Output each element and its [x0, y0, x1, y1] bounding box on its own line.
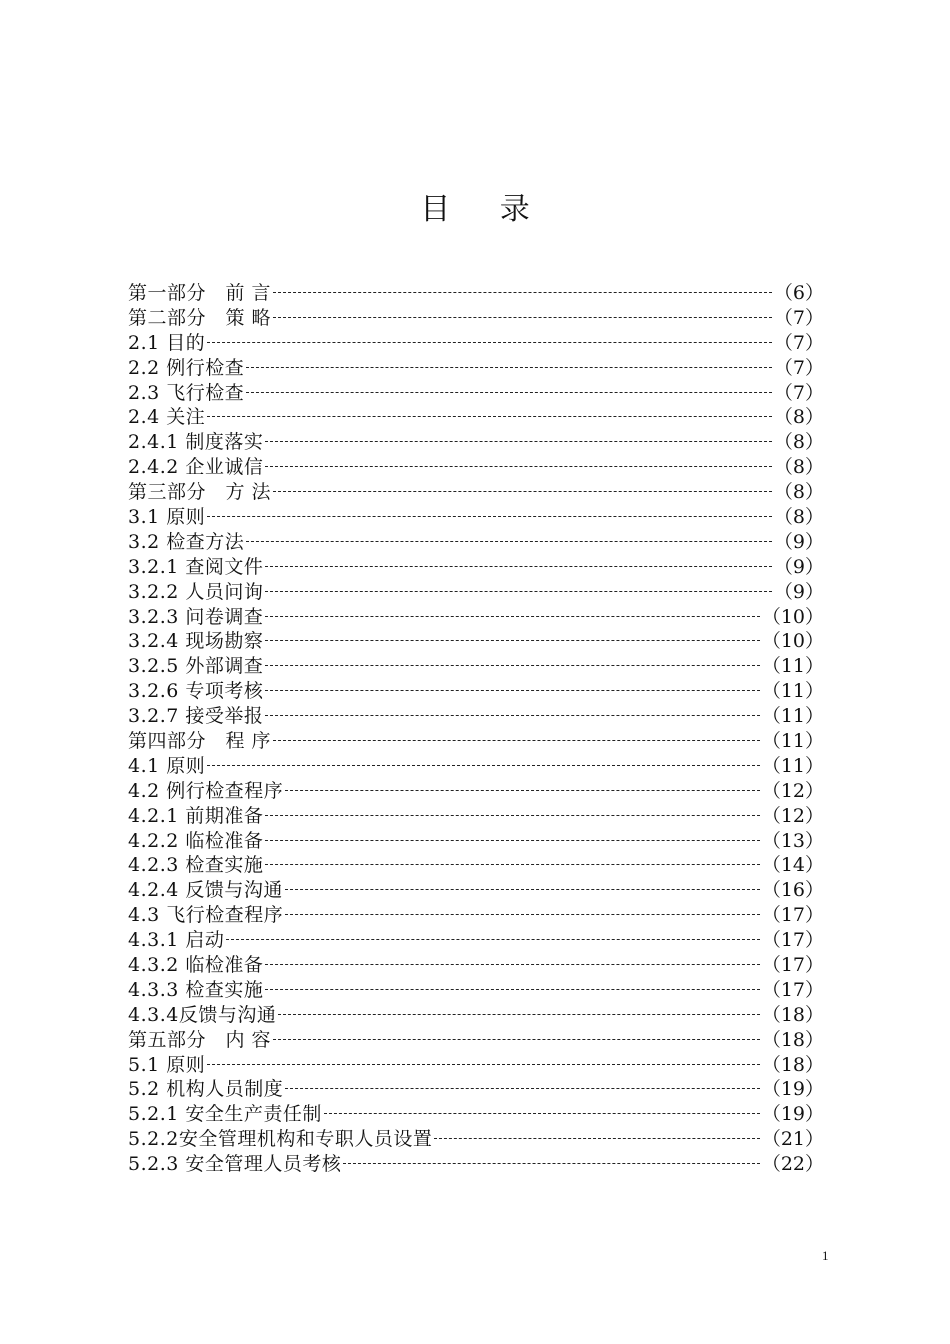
toc-leader — [273, 491, 772, 492]
toc-entry-label: 3.2.3 问卷调查 — [128, 605, 264, 628]
toc-entry-page: （10） — [761, 605, 824, 628]
toc-leader — [265, 665, 759, 666]
toc-leader — [273, 1039, 760, 1040]
toc-leader — [265, 840, 759, 841]
toc-leader — [278, 1014, 759, 1015]
toc-leader — [207, 342, 772, 343]
toc-entry-page: （11） — [761, 655, 824, 678]
toc-entry-label: 第三部分 方 法 — [128, 481, 272, 504]
toc-entry-label: 5.2.1 安全生产责任制 — [128, 1103, 322, 1126]
toc-leader — [265, 964, 759, 965]
toc-leader — [285, 889, 760, 890]
toc-entry-label: 第二部分 策 略 — [128, 306, 272, 329]
toc-leader — [207, 765, 760, 766]
table-of-contents — [128, 279, 824, 1175]
toc-entry[interactable] — [128, 777, 824, 802]
toc-entry[interactable] — [128, 752, 824, 777]
toc-entry[interactable] — [128, 1150, 824, 1175]
toc-leader — [273, 317, 772, 318]
toc-entry[interactable] — [128, 1076, 824, 1101]
toc-entry[interactable] — [128, 1001, 824, 1026]
toc-entry[interactable] — [128, 329, 824, 354]
toc-entry-label: 第四部分 程 序 — [128, 729, 272, 752]
toc-entry-page: （18） — [761, 1003, 824, 1026]
toc-entry-label: 2.3 飞行检查 — [128, 381, 245, 404]
toc-leader — [207, 1064, 760, 1065]
toc-entry-label: 4.2.1 前期准备 — [128, 804, 264, 827]
toc-leader — [226, 939, 759, 940]
toc-leader — [246, 541, 772, 542]
toc-entry-label: 4.3.1 启动 — [128, 929, 225, 952]
page-title: 目 录 — [420, 192, 550, 227]
toc-entry-page: （17） — [761, 904, 824, 927]
toc-entry-label: 4.3.4反馈与沟通 — [128, 1003, 277, 1026]
toc-entry-label: 4.2 例行检查程序 — [128, 779, 284, 802]
toc-entry[interactable] — [128, 627, 824, 652]
toc-entry-label: 3.2.6 专项考核 — [128, 680, 264, 703]
toc-entry-page: （17） — [761, 978, 824, 1001]
toc-entry-page: （14） — [761, 854, 824, 877]
toc-entry-label: 5.2 机构人员制度 — [128, 1078, 284, 1101]
toc-leader — [324, 1113, 760, 1114]
toc-entry-page: （8） — [773, 456, 824, 479]
toc-leader — [265, 566, 772, 567]
toc-entry[interactable] — [128, 901, 824, 926]
toc-leader — [265, 690, 759, 691]
toc-leader — [246, 367, 772, 368]
toc-entry-label: 3.2.1 查阅文件 — [128, 555, 264, 578]
toc-entry-label: 4.1 原则 — [128, 754, 206, 777]
toc-entry-label: 4.3.3 检查实施 — [128, 978, 264, 1001]
toc-entry-page: （11） — [761, 729, 824, 752]
toc-entry[interactable] — [128, 876, 824, 901]
toc-leader — [285, 914, 760, 915]
toc-entry-page: （7） — [773, 306, 824, 329]
toc-entry-page: （10） — [761, 630, 824, 653]
toc-entry[interactable] — [128, 478, 824, 503]
toc-entry-label: 5.2.3 安全管理人员考核 — [128, 1153, 342, 1176]
toc-entry-label: 2.4.1 制度落实 — [128, 431, 264, 454]
toc-entry[interactable] — [128, 603, 824, 628]
toc-entry[interactable] — [128, 802, 824, 827]
toc-entry-label: 4.3.2 临检准备 — [128, 954, 264, 976]
toc-leader — [434, 1138, 759, 1139]
toc-entry-label: 2.4.2 企业诚信 — [128, 456, 264, 479]
toc-leader — [207, 416, 772, 417]
toc-entry-label: 5.1 原则 — [128, 1053, 206, 1076]
toc-entry-page: （17） — [761, 929, 824, 952]
toc-entry[interactable] — [128, 677, 824, 702]
toc-entry-page: （18） — [761, 1028, 824, 1051]
toc-entry-page: （18） — [761, 1053, 824, 1076]
toc-leader — [265, 815, 759, 816]
toc-entry[interactable] — [128, 827, 824, 852]
toc-entry[interactable] — [128, 354, 824, 379]
toc-entry-label: 3.2.5 外部调查 — [128, 655, 264, 678]
toc-entry[interactable] — [128, 553, 824, 578]
toc-entry-label: 3.2.4 现场勘察 — [128, 630, 264, 653]
toc-entry-page: （11） — [761, 680, 824, 703]
toc-entry-page: （22） — [761, 1153, 824, 1176]
toc-entry-label: 2.1 目的 — [128, 331, 206, 354]
toc-entry[interactable] — [128, 428, 824, 453]
toc-leader — [265, 616, 759, 617]
toc-entry-label: 5.2.2安全管理机构和专职人员设置 — [128, 1128, 433, 1151]
toc-leader — [265, 715, 759, 716]
toc-leader — [273, 292, 772, 293]
toc-entry-page: （7） — [773, 381, 824, 404]
toc-entry-page: （19） — [761, 1103, 824, 1126]
toc-entry-page: （11） — [761, 754, 824, 777]
toc-entry-page: （9） — [773, 580, 824, 603]
toc-entry[interactable] — [128, 976, 824, 1001]
toc-entry-page: （9） — [773, 555, 824, 578]
toc-entry-label: 第五部分 内 容 — [128, 1028, 272, 1051]
toc-entry-label: 4.2.4 反馈与沟通 — [128, 879, 283, 902]
toc-entry-page: （7） — [773, 356, 824, 379]
toc-leader — [285, 790, 760, 791]
toc-entry-label: 4.2.2 临检准备 — [128, 829, 264, 852]
toc-entry[interactable] — [128, 1026, 824, 1051]
toc-entry[interactable] — [128, 403, 824, 428]
toc-entry[interactable] — [128, 851, 824, 876]
toc-entry[interactable] — [128, 578, 824, 603]
toc-leader — [265, 591, 772, 592]
toc-entry[interactable] — [128, 503, 824, 528]
toc-leader — [265, 441, 772, 442]
toc-leader — [265, 864, 759, 865]
toc-entry-page: （8） — [773, 481, 824, 504]
toc-entry-label: 3.2 检查方法 — [128, 530, 245, 553]
toc-leader — [246, 392, 772, 393]
toc-entry[interactable] — [128, 652, 824, 677]
toc-entry-page: （6） — [773, 281, 824, 304]
toc-entry-page: （8） — [773, 431, 824, 454]
toc-entry-page: （12） — [761, 804, 824, 827]
page-number: 1 — [822, 1248, 829, 1263]
toc-entry[interactable] — [128, 727, 824, 752]
toc-entry-page: （9） — [773, 530, 824, 553]
toc-entry[interactable] — [128, 702, 824, 727]
toc-entry-label: 第一部分 前 言 — [128, 281, 272, 304]
toc-entry[interactable] — [128, 926, 824, 951]
toc-entry-label: 4.2.3 检查实施 — [128, 854, 264, 877]
toc-entry[interactable] — [128, 1100, 824, 1125]
toc-entry[interactable] — [128, 453, 824, 478]
toc-entry-label: 3.2.2 人员问询 — [128, 580, 264, 603]
toc-entry[interactable] — [128, 379, 824, 404]
toc-entry[interactable] — [128, 1125, 824, 1150]
toc-entry-page: （8） — [773, 406, 824, 429]
toc-leader — [285, 1088, 760, 1089]
toc-entry-page: （17） — [761, 954, 824, 976]
toc-entry-page: （12） — [761, 779, 824, 802]
toc-entry[interactable] — [128, 528, 824, 553]
toc-leader — [265, 989, 759, 990]
toc-entry-label: 2.2 例行检查 — [128, 356, 245, 379]
toc-leader — [265, 466, 772, 467]
toc-leader — [343, 1163, 759, 1164]
toc-leader — [207, 516, 772, 517]
toc-entry-label: 3.1 原则 — [128, 505, 206, 528]
toc-leader — [265, 640, 759, 641]
toc-entry-page: （16） — [761, 879, 824, 902]
toc-entry[interactable] — [128, 951, 824, 976]
toc-entry[interactable] — [128, 304, 824, 329]
toc-entry-label: 4.3 飞行检查程序 — [128, 904, 284, 927]
toc-entry-page: （19） — [761, 1078, 824, 1101]
toc-leader — [273, 740, 760, 741]
toc-entry-label: 2.4 关注 — [128, 406, 206, 429]
toc-entry-label: 3.2.7 接受举报 — [128, 705, 264, 728]
toc-entry[interactable] — [128, 1051, 824, 1076]
toc-entry-page: （8） — [773, 505, 824, 528]
toc-entry[interactable] — [128, 279, 824, 304]
toc-entry-page: （11） — [761, 705, 824, 728]
toc-entry-page: （7） — [773, 331, 824, 354]
toc-entry-page: （21） — [761, 1128, 824, 1151]
toc-entry-page: （13） — [761, 829, 824, 852]
